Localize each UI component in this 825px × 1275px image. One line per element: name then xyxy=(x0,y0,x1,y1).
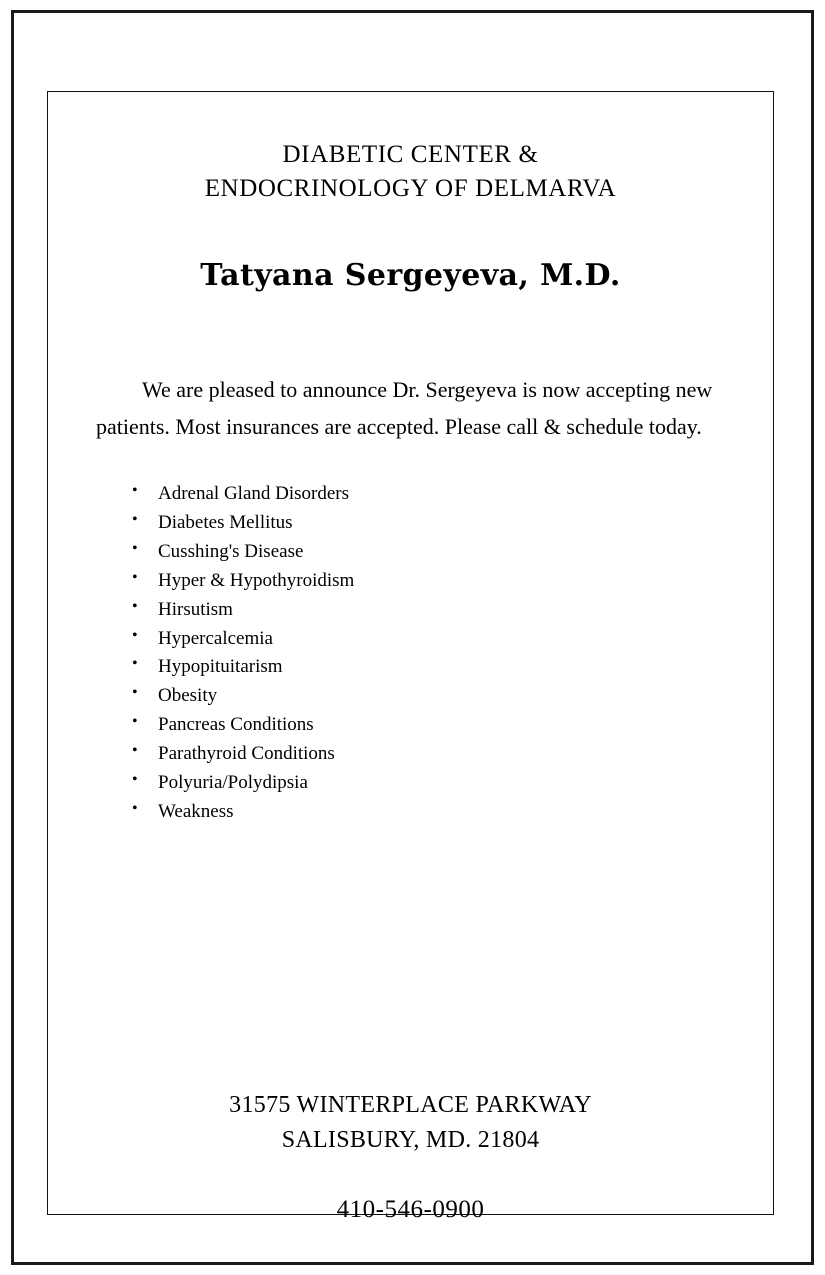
page-border xyxy=(11,10,814,1265)
list-item xyxy=(96,538,725,567)
address-line-1: 31575 WINTERPLACE PARKWAY xyxy=(229,1092,592,1118)
bullet-icon: • xyxy=(132,684,138,702)
list-item-label: Hypopituitarism xyxy=(158,656,283,678)
bullet-icon: • xyxy=(132,626,138,644)
list-item xyxy=(96,567,725,596)
bullet-icon: • xyxy=(132,713,138,731)
list-item-label: Hypercalcemia xyxy=(158,627,273,649)
bullet-icon: • xyxy=(132,655,138,673)
list-item-label: Hirsutism xyxy=(158,598,233,620)
list-item-label: Polyuria/Polydipsia xyxy=(158,771,308,793)
bullet-icon: • xyxy=(132,539,138,557)
list-item-label: Diabetes Mellitus xyxy=(158,512,293,534)
list-item-label: Obesity xyxy=(158,685,218,707)
practice-name-line-2: ENDOCRINOLOGY OF DELMARVA xyxy=(204,174,617,202)
phone-number: 410-546-0900 xyxy=(336,1196,485,1223)
list-item-label: Cusshing's Disease xyxy=(158,540,304,562)
announcement-text: We are pleased to announce Dr. Sergeyeva is now accepting new patients. Most insurances are accepted. Please call & schedule today. xyxy=(96,376,713,440)
list-item xyxy=(96,480,725,509)
bullet-icon: • xyxy=(132,742,138,760)
list-item-label: Weakness xyxy=(158,800,234,822)
advertisement-box xyxy=(47,91,774,1223)
doctor-name: Tatyana Sergeyeva, M.D. xyxy=(200,257,621,293)
address-block xyxy=(48,1088,773,1158)
list-item xyxy=(96,769,725,798)
bullet-icon: • xyxy=(132,770,138,788)
list-item-label: Hyper & Hypothyroidism xyxy=(158,569,355,591)
list-item xyxy=(96,740,725,769)
list-item xyxy=(96,798,725,827)
list-item xyxy=(96,711,725,740)
practice-name xyxy=(96,138,725,206)
list-item-label: Pancreas Conditions xyxy=(158,714,314,736)
list-item xyxy=(96,596,725,625)
conditions-list xyxy=(96,480,725,827)
bullet-icon: • xyxy=(132,568,138,586)
practice-name-line-1: DIABETIC CENTER & xyxy=(282,141,539,168)
list-item-label: Adrenal Gland Disorders xyxy=(158,483,350,505)
bullet-icon: • xyxy=(132,482,138,500)
list-item xyxy=(96,653,725,682)
list-item xyxy=(96,682,725,711)
bullet-icon: • xyxy=(132,799,138,817)
address-line-2: SALISBURY, MD. 21804 xyxy=(281,1126,540,1153)
list-item xyxy=(96,625,725,654)
list-item xyxy=(96,509,725,538)
list-item-label: Parathyroid Conditions xyxy=(158,743,335,765)
bullet-icon: • xyxy=(132,597,138,615)
bullet-icon: • xyxy=(132,511,138,529)
